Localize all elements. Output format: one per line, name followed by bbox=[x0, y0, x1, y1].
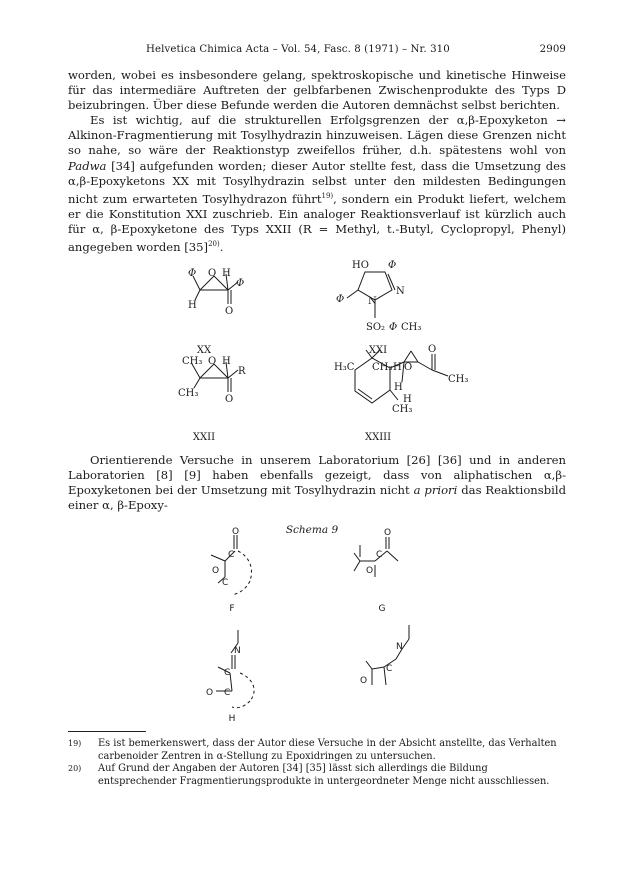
footnote-text: Es ist bemerkenswert, dass der Autor diese Versuche in der Absicht anstellte, das Verhalten carbenoider Zentren in α-Stellung zu Epoxidringen zu untersuchen. bbox=[98, 738, 557, 762]
methyl-label: CH₃ bbox=[401, 322, 422, 333]
paragraph bbox=[68, 113, 566, 255]
oxygen-label: O bbox=[404, 362, 413, 373]
scheme-title: Schema 9 bbox=[285, 524, 339, 536]
phenyl-label: Φ bbox=[388, 260, 397, 271]
methyl-label: CH₃ bbox=[372, 362, 393, 373]
nitrogen-label: N bbox=[396, 642, 403, 652]
body-text-mid bbox=[68, 453, 566, 513]
compound-label-xxii: XXII bbox=[192, 432, 216, 443]
methyl-label: CH₃ bbox=[182, 356, 203, 367]
footnote-number: 20) bbox=[68, 764, 82, 774]
compound-label-xxi: XXI bbox=[368, 345, 388, 356]
methyl-label: CH₃ bbox=[448, 374, 469, 385]
emphasis-text: a priori bbox=[413, 483, 458, 498]
author-name: Padwa bbox=[68, 158, 107, 173]
methyl-label: CH₃ bbox=[392, 404, 413, 415]
footnotes bbox=[68, 738, 566, 788]
paragraph-text: das Reaktionsbild einer α, β-Epoxy- bbox=[68, 483, 566, 513]
oxygen-label: O bbox=[384, 528, 392, 538]
paragraph-text: , sondern ein Produkt liefert, welchem er die Konstitution XXI zuschrieb. Ein analoger Reaktionsverlauf ist kürzlich auch für α, β-Epoxyketone des Typs XXII (R = Methyl, t.-Butyl, Cyclopropyl, Phenyl) angegeben worden [35] bbox=[68, 191, 566, 254]
page-number: 2909 bbox=[539, 44, 566, 55]
oxygen-label: O bbox=[366, 566, 374, 576]
footnote-number: 19) bbox=[68, 739, 82, 748]
paragraph-text: worden, wobei es insbesondere gelang, spektroskopische und kinetische Hinweise für das intermediäre Auftreten der gelbfarbenen Zwischenprodukte des Typs D beizubringen. Über diese Befunde werden die Autoren demnächst selbst berichten. bbox=[68, 68, 566, 113]
methyl-label: CH₃ bbox=[178, 388, 199, 399]
oxygen-label: O bbox=[428, 344, 437, 355]
nitrogen-label: N bbox=[368, 296, 377, 307]
hydrogen-label: H bbox=[403, 394, 412, 405]
oxygen-label: O bbox=[208, 356, 217, 367]
carbon-label: C bbox=[224, 668, 231, 678]
compound-label-xx: XX bbox=[196, 345, 212, 356]
oxygen-label: O bbox=[225, 306, 234, 317]
nitrogen-label: N bbox=[396, 286, 405, 297]
journal-citation: Helvetica Chimica Acta – Vol. 54, Fasc. 8 (1971) – Nr. 310 bbox=[146, 44, 450, 55]
paragraph bbox=[68, 68, 566, 113]
hydrogen-label: H bbox=[394, 382, 403, 393]
oxygen-label: O bbox=[225, 394, 234, 405]
carbon-label: C bbox=[386, 664, 393, 674]
paragraph-text: [34] aufgefunden worden; dieser Autor stellte fest, dass die Umsetzung des α,β-Epoxyketons XX mit Tosylhydrazin selbst unter den mildesten Bedingungen nicht zum erwarteten Tosylhydrazon führt bbox=[68, 158, 566, 206]
paragraph-text: . bbox=[219, 239, 224, 254]
footnote-rule bbox=[68, 731, 146, 732]
footnote bbox=[68, 763, 566, 788]
paragraph-text: Orientierende Versuche in unserem Laboratorium [26] [36] und in anderen Laboratorien [8] [9] haben ebenfalls gezeigt, dass von aliphatischen α,β-Epoxyketonen bei der Umsetzung mit Tosylhydrazin nicht bbox=[68, 453, 566, 498]
phenyl-label: Φ bbox=[336, 294, 345, 305]
footnote-text: Auf Grund der Angaben der Autoren [34] [35] lässt sich allerdings die Bildung entsprechender Fragmentierungsprodukte in untergeordneter Menge nicht ausschliessen. bbox=[98, 763, 550, 787]
paragraph-text: Es ist wichtig, auf die strukturellen Erfolgsgrenzen der α,β-Epoxyketon → Alkinon-Fragmentierung mit Tosylhydrazin hinzuweisen. Lägen diese Grenzen nicht so nahe, so wäre der Reaktionstyp zweifellos früher, d.h. spätestens wohl von bbox=[68, 113, 566, 158]
footnote bbox=[68, 738, 566, 763]
carbon-label: C bbox=[228, 550, 235, 560]
hydrogen-label: H bbox=[222, 356, 231, 367]
carbon-label: C bbox=[376, 550, 383, 560]
compound-label-xxiii: XXIII bbox=[364, 432, 392, 443]
footnote-ref[interactable]: 20) bbox=[208, 239, 220, 248]
hydrogen-label: H bbox=[188, 300, 197, 311]
phenyl-label: Φ bbox=[188, 268, 197, 279]
scheme-label-h: H bbox=[228, 714, 236, 724]
carbon-label: C bbox=[224, 688, 231, 698]
r-group-label: R bbox=[238, 366, 246, 377]
hydroxy-label: HO bbox=[352, 260, 369, 271]
scheme-label-g: G bbox=[378, 604, 386, 614]
oxygen-label: O bbox=[212, 566, 220, 576]
sulfonyl-label: SO₂ bbox=[366, 322, 386, 333]
phenyl-label: Φ bbox=[389, 322, 398, 333]
hydrogen-label: H bbox=[393, 362, 402, 373]
running-header bbox=[68, 44, 566, 58]
oxygen-label: O bbox=[208, 268, 217, 279]
body-text-top bbox=[68, 68, 566, 255]
carbon-label: C bbox=[222, 578, 229, 588]
phenyl-label: Φ bbox=[236, 278, 245, 289]
structures-figure bbox=[0, 258, 624, 446]
oxygen-label: O bbox=[206, 688, 214, 698]
oxygen-label: O bbox=[360, 676, 368, 686]
scheme-label-f: F bbox=[229, 604, 235, 614]
nitrogen-label: N bbox=[234, 646, 241, 656]
paragraph bbox=[68, 453, 566, 513]
oxygen-label: O bbox=[232, 527, 240, 537]
footnote-ref[interactable]: 19) bbox=[321, 191, 334, 200]
methyl-label: H₃C bbox=[334, 362, 355, 373]
hydrogen-label: H bbox=[222, 268, 231, 279]
